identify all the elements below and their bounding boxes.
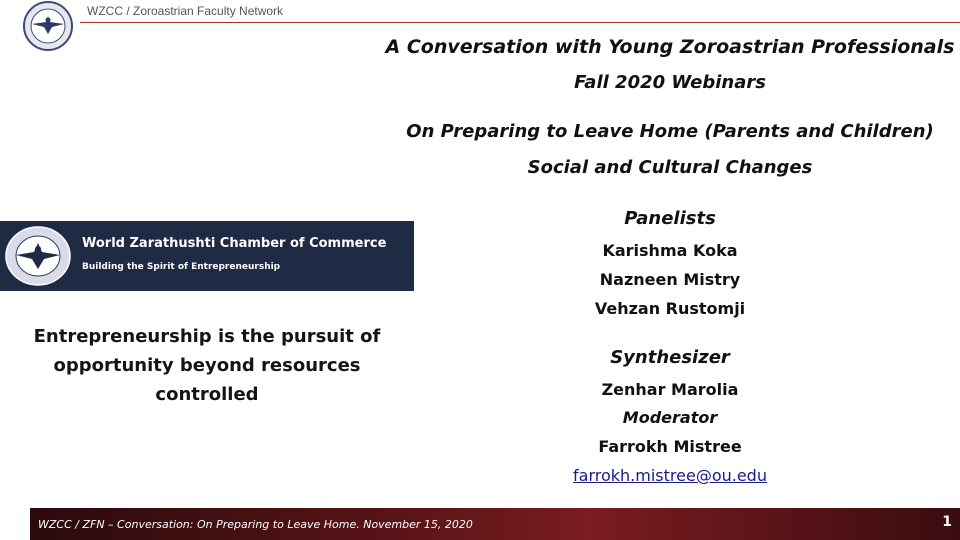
wzcc-emblem-icon <box>4 225 72 287</box>
banner-title: World Zarathushti Chamber of Commerce <box>82 236 387 251</box>
page-number: 1 <box>942 514 952 530</box>
wzcc-banner <box>0 221 414 291</box>
banner-subtitle: Building the Spirit of Entrepreneurship <box>82 262 281 272</box>
synthesizer-name: Zenhar Marolia <box>601 380 739 399</box>
panelists-heading: Panelists <box>624 208 716 229</box>
quote-line: Entrepreneurship is the pursuit of <box>33 326 381 347</box>
quote-line: opportunity beyond resources <box>53 355 361 376</box>
moderator-heading: Moderator <box>622 408 718 427</box>
title-line-1: A Conversation with Young Zoroastrian Professionals <box>385 36 955 58</box>
synthesizer-heading: Synthesizer <box>610 347 730 368</box>
panelist-name: Vehzan Rustomji <box>594 299 746 318</box>
title-line-2: Fall 2020 Webinars <box>574 72 766 93</box>
quote-line: controlled <box>155 384 259 405</box>
footer-bar <box>30 508 960 540</box>
moderator-email-link[interactable]: farrokh.mistree@ou.edu <box>573 466 767 485</box>
topic-line-1: On Preparing to Leave Home (Parents and Children) <box>406 121 934 142</box>
footer-text: WZCC / ZFN – Conversation: On Preparing to Leave Home. November 15, 2020 <box>38 518 473 531</box>
panelist-name: Nazneen Mistry <box>599 270 741 289</box>
header-text: WZCC / Zoroastrian Faculty Network <box>87 4 284 18</box>
moderator-email-wrap <box>380 466 960 485</box>
topic-line-2: Social and Cultural Changes <box>527 157 813 178</box>
panelist-name: Karishma Koka <box>602 241 738 260</box>
header-divider <box>80 22 960 23</box>
entrepreneurship-quote <box>20 322 394 409</box>
moderator-name: Farrokh Mistree <box>598 437 742 456</box>
wzcc-logo-icon <box>22 0 74 52</box>
